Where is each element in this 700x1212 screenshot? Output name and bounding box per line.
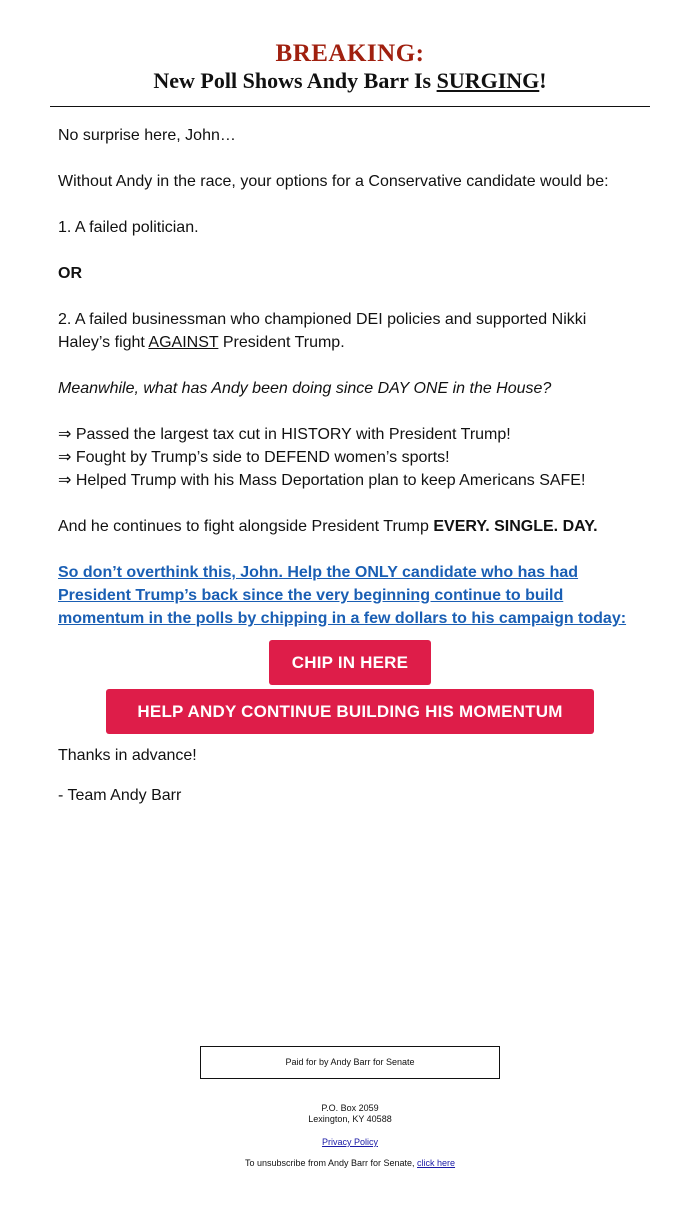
closing-emphasis: EVERY. SINGLE. DAY. [433,518,598,535]
or-separator: OR [58,265,82,282]
option-two-emphasis: AGAINST [148,334,219,351]
list-item: ⇒ Passed the largest tax cut in HISTORY with President Trump! [58,426,511,443]
greeting: No surprise here, John… [58,127,236,144]
option-two [58,308,642,354]
chip-in-row [58,640,642,689]
help-momentum-button[interactable]: HELP ANDY CONTINUE BUILDING HIS MOMENTUM [106,689,594,734]
help-momentum-row [58,689,642,744]
headline [50,68,650,94]
mailing-address [200,1103,500,1125]
unsubscribe-link[interactable]: click here [417,1158,456,1168]
headline-end: ! [539,68,547,93]
address-line-1: P.O. Box 2059 [321,1103,379,1113]
option-one: 1. A failed politician. [58,219,199,236]
closing-paragraph [58,515,642,538]
question-paragraph: Meanwhile, what has Andy been doing since DAY ONE in the House? [58,380,552,397]
privacy-policy-link[interactable]: Privacy Policy [321,1137,378,1147]
option-two-text: 2. A failed businessman who championed DEI policies and supported Nikki Haley’s fight [58,311,587,351]
email-body [58,124,642,824]
list-item: ⇒ Helped Trump with his Mass Deportation plan to keep Americans SAFE! [58,472,586,489]
signature: - Team Andy Barr [58,787,182,804]
closing-text: And he continues to fight alongside President Trump [58,518,434,535]
list-item: ⇒ Fought by Trump’s side to DEFEND women’s sports! [58,449,450,466]
accomplishments-list [58,423,642,492]
donate-cta-link[interactable]: So don’t overthink this, John. Help the ONLY candidate who has had President Trump’s back since the very beginning continue to build momentum in the polls by chipping in a few dollars to his campaign today: [58,564,627,627]
unsubscribe-text: To unsubscribe from Andy Barr for Senate, [244,1158,418,1168]
breaking-kicker: BREAKING: [275,40,425,67]
chip-in-button[interactable]: CHIP IN HERE [269,640,431,685]
intro-paragraph: Without Andy in the race, your options for a Conservative candidate would be: [58,173,609,190]
privacy-row [200,1137,500,1148]
email-header [50,40,650,94]
option-two-end: President Trump. [218,334,345,351]
address-line-2: Lexington, KY 40588 [308,1114,392,1124]
header-divider [50,106,650,107]
unsubscribe-row [150,1158,550,1169]
headline-text: New Poll Shows Andy Barr Is [153,68,437,93]
paid-for-disclaimer: Paid for by Andy Barr for Senate [200,1046,500,1079]
thanks-line: Thanks in advance! [58,747,197,764]
headline-emphasis: SURGING [436,68,540,93]
signoff [58,744,642,807]
